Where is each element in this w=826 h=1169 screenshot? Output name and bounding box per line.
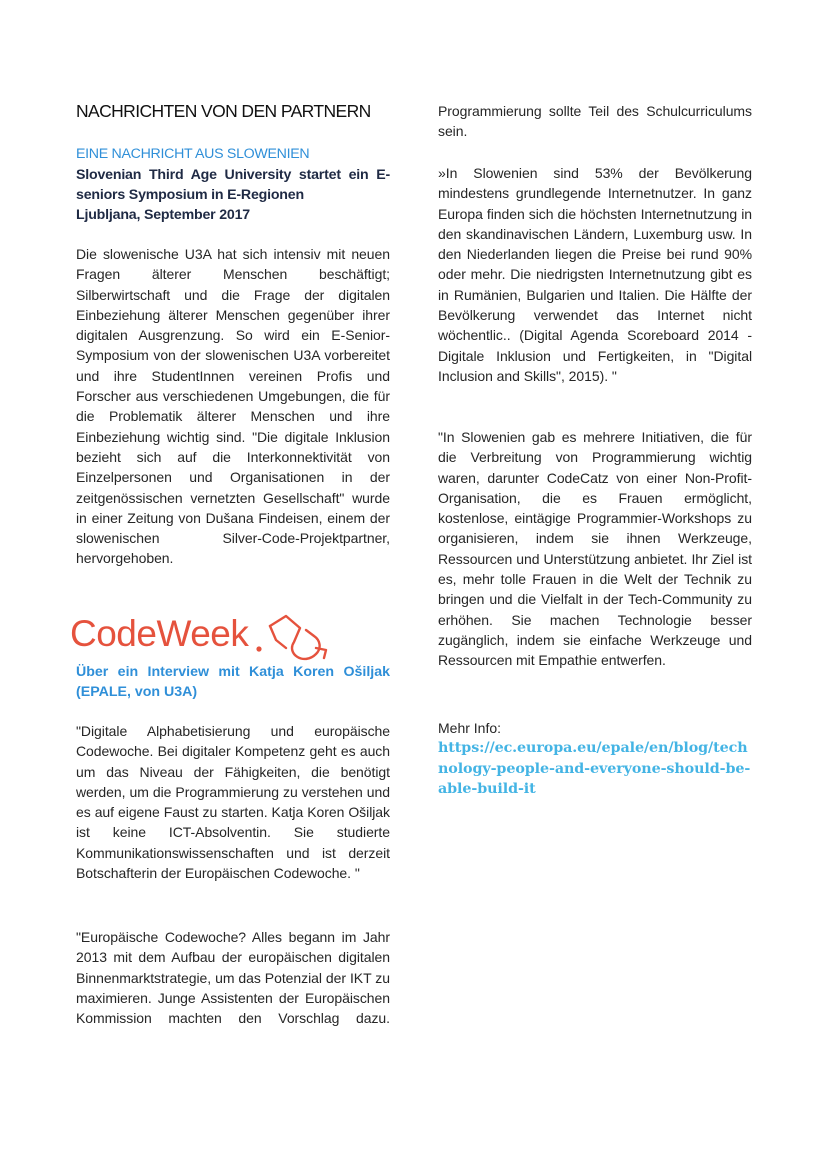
article-place-date: Ljubljana, September 2017 (76, 207, 250, 223)
paragraph-codeweek-history: "Europäische Codewoche? Alles begann im Jahr 2013 mit dem Aufbau der europäischen digitalen Binnenmarktstrategie, um das Potenzial der IKT zu maximieren. Junge Assistenten der Europäischen Kommission machten den Vorschlag dazu. (76, 929, 390, 1027)
more-info-label: Mehr Info: (438, 720, 502, 736)
page-title: NACHRICHTEN VON DEN PARTNERN (76, 101, 371, 121)
more-info-link[interactable]: https://ec.europa.eu/epale/en/blog/technology-people-and-everyone-should-be-able-build-it (438, 740, 751, 798)
codeweek-logo-text: CodeWeek (70, 613, 249, 654)
codeweek-logo (70, 610, 340, 666)
article-title: Slovenian Third Age University startet ein E-seniors Symposium in E-Regionen (76, 167, 390, 203)
paragraph-internet-usage: »In Slowenien sind 53% der Bevölkerung mindestens grundlegende Internetnutzer. In ganz Europa finden sich die höchsten Internetnutzung in den skandinavischen Ländern, Luxemburg usw. In den Niederlanden liegen die Preise bei rund 90% oder mehr. Die niedrigsten Internetnutzung gibt es in Rumänien, Bulgarien und Italien. Die Hälfte der Bevölkerung verwendet das Internet nicht wöchentlic.. (Digital Agenda Scoreboard 2014 - Digitale Inklusion und Fertigkeiten, in "Digital Inclusion and Skills", 2015). " (438, 165, 752, 384)
article-title-block (76, 165, 390, 225)
paragraph-interview: "Digitale Alphabetisierung und europäische Codewoche. Bei digitaler Kompetenz geht es auch um das Niveau der Fähigkeiten, die benötigt werden, um die Programmierung zu verstehen und es auf eigene Faust zu starten. Katja Koren Ošiljak ist keine ICT-Absolventin. Sie studierte Kommunikationswissenschaften und ist derzeit Botschafterin der Europäischen Codewoche. " (76, 723, 390, 882)
codeweek-logo-icon (256, 610, 338, 666)
more-info (438, 718, 758, 800)
interview-title: Über ein Interview mit Katja Koren Ošiljak (EPALE, von U3A) (76, 664, 390, 700)
paragraph-curriculum: Programmierung sollte Teil des Schulcurriculums sein. (438, 103, 752, 140)
paragraph-slovenia: Die slowenische U3A hat sich intensiv mit neuen Fragen älterer Menschen beschäftigt; Silberwirtschaft und die Frage der digitalen Einbeziehung älterer Menschen gegenüber ihrer digitalen Ausgrenzung. So wird ein E-Senior-Symposium von der slowenischen U3A vorbereitet und ihre StudentInnen vereinen Profis und Forscher aus verschiedenen Umgebungen, die für die Problematik älterer Menschen und ihre Einbeziehung wichtig sind. "Die digitale Inklusion bezieht sich auf die Interkonnektivität von Einzelpersonen und Organisationen in der zeitgenössischen vernetzten Gesellschaft" wurde in einer Zeitung von Dušana Findeisen, einem der slowenischen Silver-Code-Projektpartner, hervorgehoben. (76, 246, 390, 567)
paragraph-initiatives: "In Slowenien gab es mehrere Initiativen, die für die Verbreitung von Programmierung wichtig waren, darunter CodeCatz von einer Non-Profit-Organisation, die es Frauen ermöglicht, kostenlose, eintägige Programmier-Workshops zu organisieren, indem sie ihnen Werkzeuge, Ressourcen und Unterstützung anbietet. Ihr Ziel ist es, mehr tolle Frauen in die Welt der Technik zu bringen und die Vielfalt in der Tech-Community zu erhöhen. Sie machen Technologie besser zugänglich, indem sie einfache Werkzeuge und Ressourcen mit Empathie entwerfen. (438, 429, 752, 669)
section-subheading: EINE NACHRICHT AUS SLOWENIEN (76, 146, 310, 162)
